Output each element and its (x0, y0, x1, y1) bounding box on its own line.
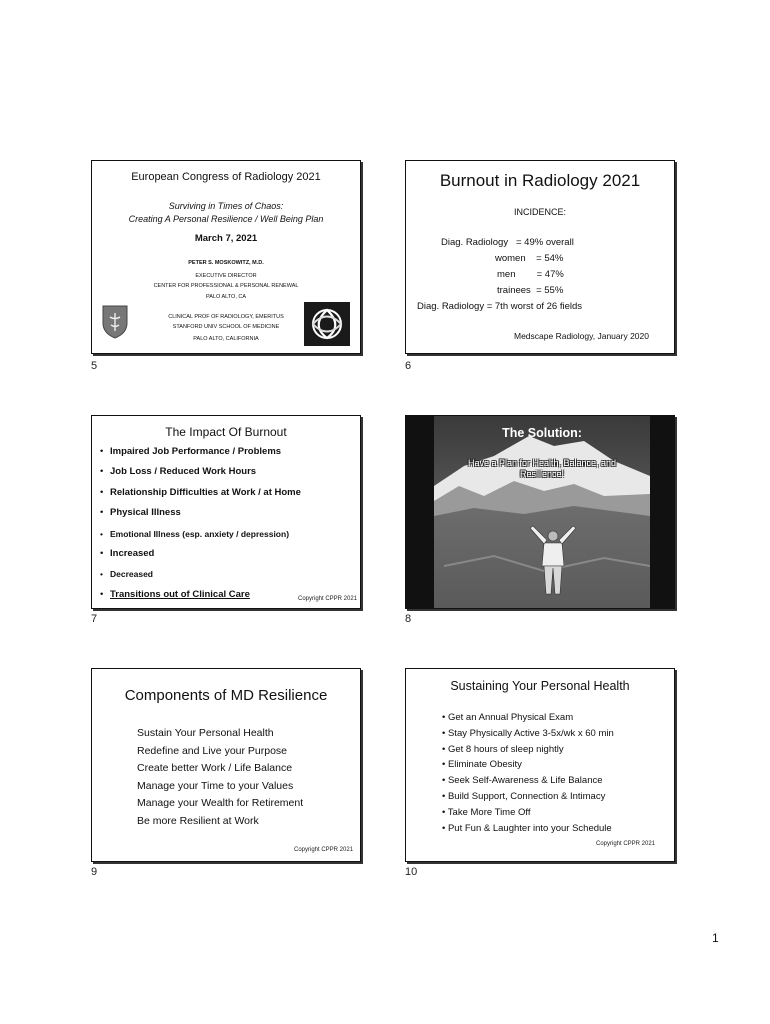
list-item: • Seek Self-Awareness & Life Balance (442, 773, 614, 789)
slide-title: Sustaining Your Personal Health (450, 679, 630, 693)
slide-6 (405, 160, 675, 354)
stat-line-overall: Diag. Radiology = 49% overall (441, 237, 574, 248)
stat-line-women: women = 54% (495, 253, 564, 264)
incidence-label: INCIDENCE: (513, 207, 566, 217)
list-item: • Emotional Illness (esp. anxiety / depression) (100, 526, 301, 546)
slide-number: 7 (91, 613, 98, 625)
slide-5 (91, 160, 361, 354)
source-citation: Medscape Radiology, January 2020 (514, 331, 649, 341)
health-list (442, 710, 614, 836)
list-item: • Transitions out of Clinical Care (100, 587, 301, 607)
impact-list (100, 444, 301, 607)
slide-title: Components of MD Resilience (124, 687, 328, 704)
slide-date: March 7, 2021 (194, 233, 258, 244)
author-city-2: PALO ALTO, CALIFORNIA (193, 336, 259, 342)
mountain-photo (434, 416, 650, 608)
slide-number: 9 (91, 866, 98, 878)
list-item: • Eliminate Obesity (442, 757, 614, 773)
list-item: • Take More Time Off (442, 805, 614, 821)
slide-number: 8 (405, 613, 412, 625)
list-item: • Increased (100, 546, 301, 566)
author-name: PETER S. MOSKOWITZ, M.D. (188, 260, 264, 266)
slide-8 (405, 415, 675, 609)
stat-line-men: men = 47% (497, 269, 564, 280)
list-item: Be more Resilient at Work (137, 814, 259, 827)
stat-line-rank: Diag. Radiology = 7th worst of 26 fields (417, 301, 583, 312)
slide-number: 5 (91, 360, 98, 372)
resilience-list (137, 725, 303, 831)
slide-subtitle-line1: Surviving in Times of Chaos: (168, 201, 284, 211)
list-item: • Put Fun & Laughter into your Schedule (442, 821, 614, 837)
slide-number: 10 (405, 866, 418, 878)
slide-7 (91, 415, 361, 609)
list-item: Redefine and Live your Purpose (137, 744, 288, 757)
slide-number: 6 (405, 360, 412, 372)
stanford-shield-icon (102, 305, 128, 339)
list-item: • Relationship Difficulties at Work / at Home (100, 485, 301, 505)
list-item: Manage your Time to your Values (137, 779, 294, 792)
author-city: PALO ALTO, CA (205, 294, 247, 300)
author-school: STANFORD UNIV SCHOOL OF MEDICINE (172, 324, 280, 330)
page-number: 1 (712, 931, 719, 945)
list-item: • Physical Illness (100, 505, 301, 525)
slide-subtitle: Have a Plan for Health, Balance, and Resilience! (467, 458, 617, 479)
slide-title: The Impact Of Burnout (165, 425, 287, 439)
list-item: • Stay Physically Active 3-5x/wk x 60 min (442, 726, 614, 742)
slide-10 (405, 668, 675, 862)
author-role: EXECUTIVE DIRECTOR (195, 273, 257, 279)
list-item: • Get an Annual Physical Exam (442, 710, 614, 726)
slide-9 (91, 668, 361, 862)
author-role-2: CLINICAL PROF OF RADIOLOGY, EMERITUS (168, 314, 284, 320)
slide-subtitle-line2: Creating A Personal Resilience / Well Being Plan (128, 214, 324, 224)
slide-title: Burnout in Radiology 2021 (439, 171, 641, 190)
copyright: Copyright CPPR 2021 (294, 847, 354, 853)
slide-title: European Congress of Radiology 2021 (131, 171, 321, 183)
list-item: Create better Work / Life Balance (137, 762, 293, 775)
list-item: • Get 8 hours of sleep nightly (442, 742, 614, 758)
list-item: • Job Loss / Reduced Work Hours (100, 464, 301, 484)
list-item: • Decreased (100, 566, 301, 586)
list-item: Sustain Your Personal Health (137, 727, 274, 739)
author-org: CENTER FOR PROFESSIONAL & PERSONAL RENEWAL (153, 283, 299, 289)
list-item: • Impaired Job Performance / Problems (100, 444, 301, 464)
copyright: Copyright CPPR 2021 (596, 841, 656, 847)
list-item: • Build Support, Connection & Intimacy (442, 789, 614, 805)
copyright: Copyright CPPR 2021 (298, 596, 358, 602)
list-item: Manage your Wealth for Retirement (137, 797, 304, 810)
stat-line-trainees: trainees = 55% (497, 285, 564, 296)
slide-title: The Solution: (502, 426, 582, 440)
cppr-knot-logo-icon (304, 302, 350, 346)
